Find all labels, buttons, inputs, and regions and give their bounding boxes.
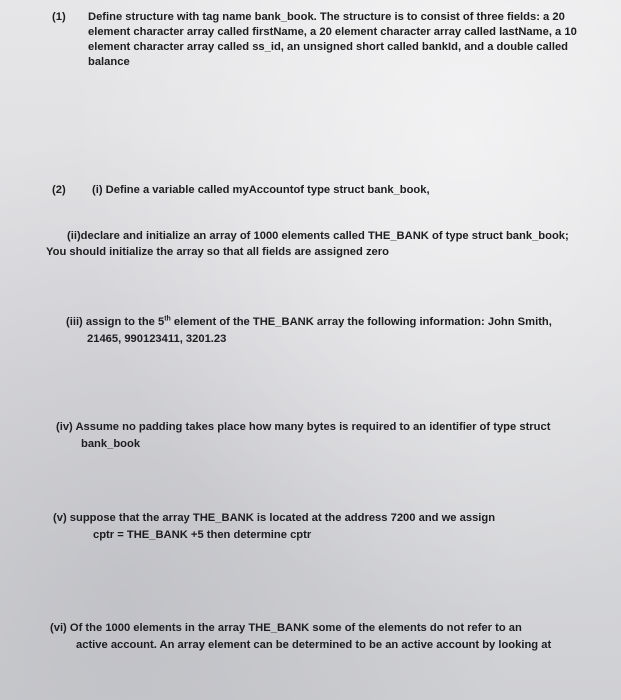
question-2-part-v-line2: cptr = THE_BANK +5 then determine cptr [93, 529, 312, 541]
question-2-part-vi-line2: active account. An array element can be determined to be an active account by looking at [76, 639, 552, 651]
field-ssid: ss_id [252, 41, 281, 53]
question-2-part-ii-line1: (ii)declare and initialize an array of 1000 elements called THE_BANK of type struct bank_book; [67, 230, 569, 242]
question-1-number: (1) [52, 11, 66, 23]
tag-name: bank_book. [254, 11, 317, 23]
question-2-part-ii-line2: You should initialize the array so that all fields are assigned zero [46, 246, 389, 258]
field-firstname: firstName [252, 26, 304, 38]
field-lastname: lastName [499, 26, 549, 38]
question-2-part-iii-line2: 21465, 990123411, 3201.23 [87, 333, 227, 345]
field-bankid: bankId [421, 41, 458, 53]
question-2-part-iv-line1: (iv) Assume no padding takes place how many bytes is required to an identifier of type struct [56, 421, 551, 433]
field-balance: balance [88, 56, 130, 68]
question-2-part-v-line1: (v) suppose that the array THE_BANK is located at the address 7200 and we assign [53, 512, 496, 524]
question-2-part-i: (i) Define a variable called myAccountof type struct bank_book, [92, 184, 430, 196]
question-2-part-iii-line1: (iii) assign to the 5th element of the THE_BANK array the following information: John Smith, [66, 315, 552, 328]
question-2-number: (2) [52, 184, 66, 196]
question-2-part-vi-line1: (vi) Of the 1000 elements in the array THE_BANK some of the elements do not refer to an [50, 622, 522, 634]
question-1-text: Define structure with tag name bank_book. The structure is to consist of three fields: a 20 element character array called firstName, a 20 element character array called lastName, a 10 element character array called ss_id, an unsigned short called bankId, and a double called balance [88, 11, 577, 68]
question-2-part-iv-line2: bank_book [81, 438, 141, 450]
